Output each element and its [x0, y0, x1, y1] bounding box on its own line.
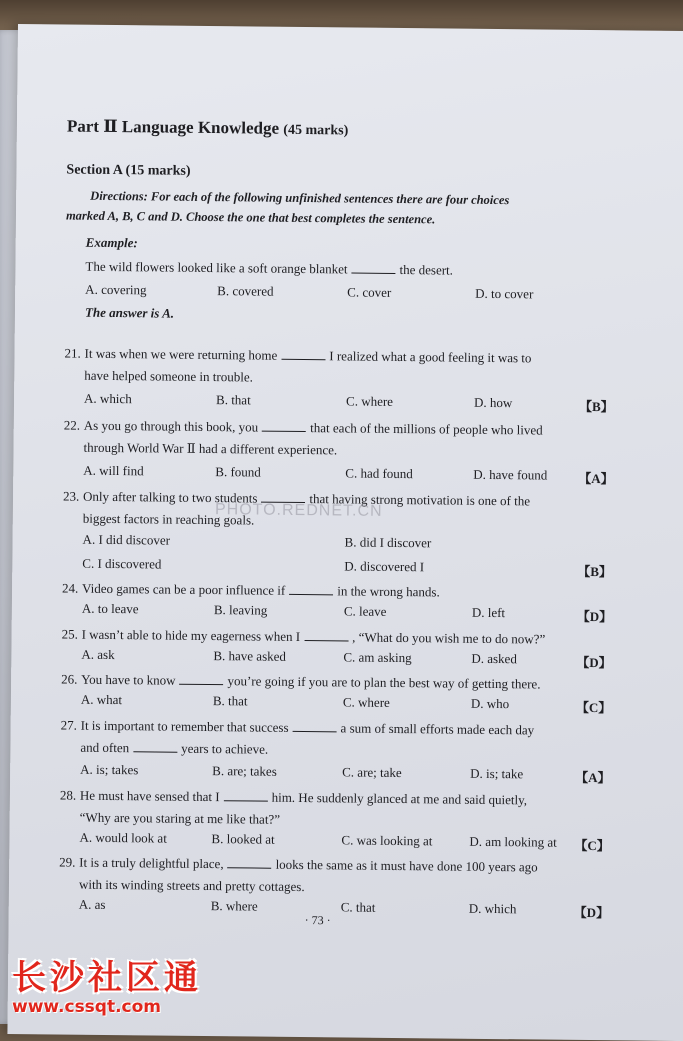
option-b: B. where	[210, 898, 258, 914]
question-text: that having strong motivation is one of the	[309, 491, 531, 509]
question-28	[60, 784, 620, 834]
answer-key: 【D】	[576, 608, 613, 625]
question-number: 25.	[61, 626, 78, 642]
example-label: Example:	[85, 234, 138, 251]
question-text: It is important to remember that success	[80, 717, 289, 735]
question-25	[61, 623, 621, 651]
answer-key: 【D】	[576, 654, 612, 671]
question-text: Only after talking to two students	[82, 488, 258, 506]
answer-blank	[293, 730, 337, 732]
option-b: B. are; takes	[212, 763, 277, 779]
option-c: C. are; take	[342, 764, 402, 781]
option-b: B. leaving	[213, 602, 268, 618]
photo-watermark: PHOTO.REDNET.CN	[214, 501, 383, 520]
question-23-options-row-2	[82, 555, 622, 580]
option-b: B. looked at	[211, 831, 275, 847]
question-text: It was when we were returning home	[84, 345, 278, 363]
directions-line-1: Directions: For each of the following unfinished sentences there are four choices	[90, 188, 510, 208]
option-c: C. where	[342, 694, 390, 710]
question-text-line-2	[60, 736, 620, 764]
question-text: Video games can be a poor influence if	[82, 580, 286, 598]
question-text-line-2: biggest factors in reaching goals.	[82, 510, 255, 528]
option-c: C. had found	[345, 465, 413, 482]
option-d: D. which	[468, 900, 517, 917]
option-a: A. which	[84, 390, 132, 407]
question-27	[60, 714, 620, 764]
question-21-options	[84, 390, 624, 415]
question-number: 24.	[62, 580, 79, 596]
answer-blank	[304, 639, 348, 641]
answer-blank	[179, 683, 223, 685]
option-b: B. that	[215, 392, 251, 408]
answer-key: 【A】	[578, 470, 614, 487]
option-a: A. would look at	[79, 829, 167, 846]
option-b: B. have asked	[213, 648, 287, 664]
question-text: I wasn’t able to hide my eagerness when I	[81, 626, 301, 644]
part-title-text: Part Ⅱ Language Knowledge	[66, 116, 280, 138]
question-number: 22.	[63, 417, 81, 433]
part-title	[67, 117, 349, 140]
answer-blank	[281, 358, 325, 360]
question-22-options	[83, 462, 623, 487]
answer-blank	[224, 799, 268, 801]
example-option-c: C. cover	[347, 284, 392, 300]
answer-blank	[289, 593, 333, 595]
option-a: A. as	[78, 896, 106, 912]
question-text: looks the same as it must have done 100 years ago	[275, 856, 538, 875]
option-b: B. did I discover	[344, 534, 432, 551]
option-a: A. I did discover	[82, 531, 171, 548]
option-c: C. was looking at	[341, 832, 433, 849]
option-a: A. is; takes	[80, 761, 139, 778]
question-number: 27.	[60, 717, 77, 733]
question-21	[64, 343, 624, 393]
question-number: 21.	[64, 345, 81, 361]
answer-key: 【C】	[575, 699, 612, 716]
answer-blank	[351, 272, 395, 274]
option-d: D. left	[471, 604, 506, 621]
question-29	[59, 851, 619, 901]
answer-blank	[262, 430, 306, 432]
option-d: D. am looking at	[469, 833, 557, 850]
option-c: C. leave	[343, 603, 387, 619]
example-option-d: D. to cover	[475, 285, 534, 302]
part-marks: (45 marks)	[283, 122, 349, 139]
option-c: C. am asking	[343, 649, 412, 666]
option-b: B. that	[212, 693, 248, 709]
option-d: D. how	[473, 394, 513, 411]
question-number: 29.	[59, 854, 76, 870]
option-d: D. who	[470, 695, 510, 712]
option-d: D. asked	[471, 650, 517, 667]
example-option-a: A. covering	[85, 281, 147, 298]
page-number: · 73 ·	[304, 913, 331, 928]
site-logo-url: www.cssqt.com	[12, 997, 162, 1017]
question-text: He must have sensed that I	[79, 787, 220, 805]
question-24	[62, 577, 622, 605]
question-text: I realized what a good feeling it was to	[329, 348, 532, 366]
option-d: D. have found	[473, 466, 548, 483]
option-a: A. ask	[81, 646, 115, 663]
answer-key: 【C】	[574, 837, 610, 854]
option-d: D. discovered I	[344, 558, 425, 575]
answer-key: 【B】	[578, 398, 614, 415]
question-text: As you go through this book, you	[83, 417, 259, 435]
example-options	[85, 281, 565, 302]
answer-key: 【A】	[575, 769, 611, 786]
question-text-line-2: through World War Ⅱ had a different experience.	[83, 439, 338, 458]
example-stem	[85, 259, 453, 279]
section-title: Section A (15 marks)	[66, 162, 191, 179]
option-c: C. I discovered	[82, 555, 162, 572]
answer-blank	[228, 866, 272, 868]
question-text-line-2: with its winding streets and pretty cottages.	[78, 876, 305, 895]
site-logo	[12, 950, 202, 1017]
question-text: him. He suddenly glanced at me and said quietly,	[271, 789, 528, 808]
question-text: and often	[80, 739, 130, 756]
question-text: you’re going if you are to plan the best way of getting there.	[227, 673, 541, 692]
example-stem-after: the desert.	[399, 262, 454, 278]
option-c: C. where	[345, 393, 394, 409]
question-22	[63, 415, 623, 465]
question-text: years to achieve.	[181, 740, 269, 757]
option-a: A. what	[80, 691, 123, 708]
question-text-line-2: have helped someone in trouble.	[84, 367, 253, 385]
option-a: A. to leave	[81, 600, 139, 617]
question-text: You have to know	[81, 671, 176, 688]
example-option-b: B. covered	[217, 283, 274, 299]
option-b: B. found	[215, 464, 261, 480]
site-logo-text: 长沙社区通	[12, 958, 202, 998]
question-26	[61, 668, 621, 696]
answer-key: 【D】	[573, 904, 610, 921]
example-answer: The answer is A.	[84, 304, 175, 321]
question-number: 26.	[61, 671, 78, 687]
answer-blank	[133, 750, 177, 752]
question-text-line-2: “Why are you staring at me like that?”	[79, 809, 281, 827]
exam-page	[7, 24, 683, 1041]
option-c: C. that	[340, 899, 376, 915]
question-text: , “What do you wish me to do now?”	[352, 629, 546, 647]
question-number: 28.	[59, 787, 77, 803]
option-d: D. is; take	[470, 765, 524, 782]
question-text: It is a truly delightful place,	[79, 854, 224, 872]
question-text: in the wrong hands.	[337, 583, 440, 600]
directions-line-2: marked A, B, C and D. Choose the one that best completes the sentence.	[65, 208, 436, 227]
question-text: that each of the millions of people who lived	[310, 420, 543, 438]
answer-key: 【B】	[577, 563, 613, 580]
question-number: 23.	[62, 488, 80, 504]
question-text: a sum of small efforts made each day	[340, 720, 535, 738]
example-stem-before: The wild flowers looked like a soft orange blanket	[85, 258, 348, 277]
option-a: A. will find	[83, 462, 144, 479]
